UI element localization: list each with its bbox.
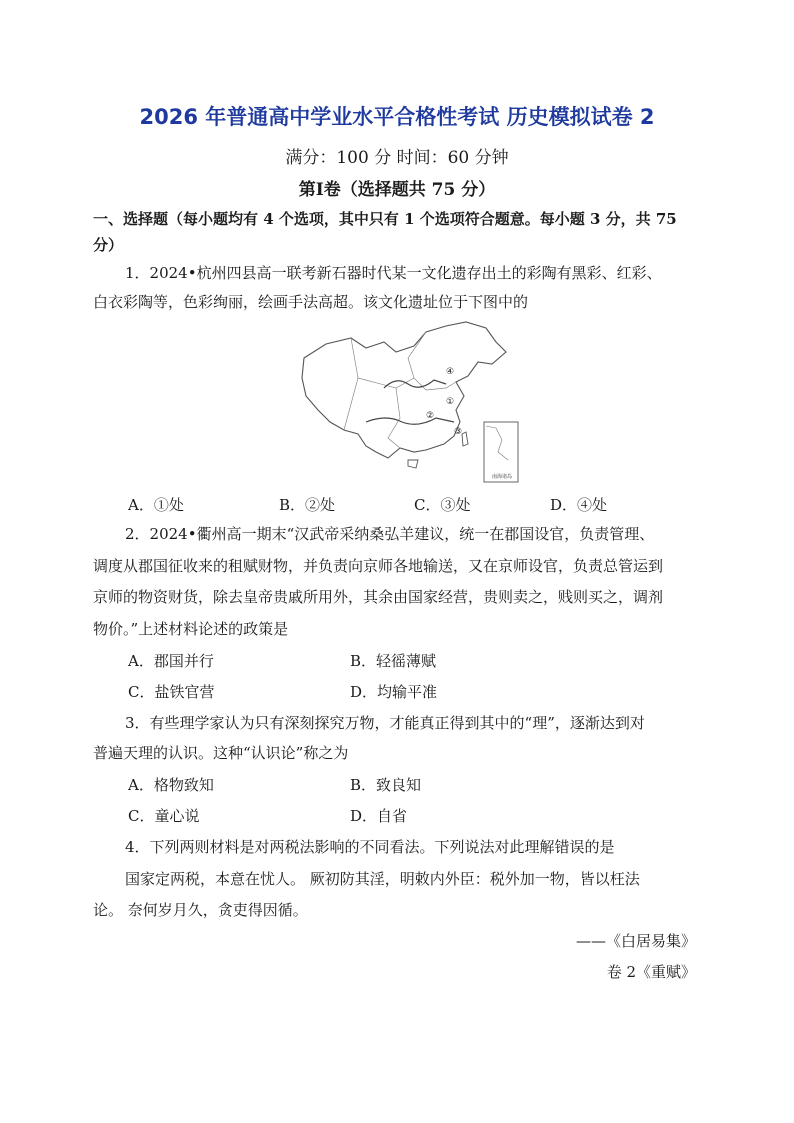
internal-border-1 <box>344 338 358 430</box>
q3-option-c[interactable]: C．童心说 <box>128 807 200 825</box>
q4-source-line-1: ——《白居易集》 <box>575 932 696 950</box>
q2-option-c[interactable]: C．盐铁官营 <box>128 683 215 701</box>
instructions-line-1: 一、选择题（每小题均有 4 个选项，其中只有 1 个选项符合题意。每小题 3 分，共 75 <box>93 210 677 228</box>
q2-option-b[interactable]: B．轻徭薄赋 <box>350 652 437 670</box>
page-title: 2026 年普通高中学业水平合格性考试 历史模拟试卷 2 <box>139 105 655 129</box>
china-map-figure <box>296 318 522 486</box>
q4-stem-line-1: 4．下列两则材料是对两税法影响的不同看法。下列说法对此理解错误的是 <box>125 838 615 856</box>
yangtze-river <box>366 418 454 424</box>
q2-option-a[interactable]: A．郡国并行 <box>128 652 214 670</box>
q2-stem-line-2: 调度从郡国征收来的租赋财物，并负责向京师各地输送，又在京师设官，负责总管运到 <box>93 557 664 575</box>
q4-quote-line-1: 国家定两税，本意在忧人。 厥初防其淫，明敕内外臣：税外加一物，皆以枉法 <box>125 870 640 888</box>
q2-stem-line-4: 物价。”上述材料论述的政策是 <box>93 620 289 638</box>
q3-stem-line-1: 3．有些理学家认为只有深刻探究万物，才能真正得到其中的“理”，逐渐达到对 <box>125 714 645 732</box>
instructions-line-2: 分） <box>93 236 124 254</box>
q1-option-c[interactable]: C．③处 <box>414 496 471 514</box>
q1-stem-line-2: 白衣彩陶等，色彩绚丽，绘画手法高超。该文化遗址位于下图中的 <box>93 293 529 311</box>
q3-option-a[interactable]: A．格物致知 <box>128 776 214 794</box>
taiwan-island <box>462 432 468 446</box>
q1-option-b[interactable]: B．②处 <box>279 496 336 514</box>
map-marker-4: ④ <box>446 367 455 377</box>
q3-option-d[interactable]: D．自省 <box>350 807 408 825</box>
q2-option-d[interactable]: D．均输平准 <box>350 683 438 701</box>
yellow-river <box>384 380 446 388</box>
china-map-svg <box>296 318 522 486</box>
map-marker-3: ③ <box>454 427 463 437</box>
q3-option-b[interactable]: B．致良知 <box>350 776 422 794</box>
hainan-island <box>408 460 418 468</box>
q2-stem-line-3: 京师的物资财货，除去皇帝贵戚所用外，其余由国家经营，贵则卖之，贱则买之，调剂 <box>93 588 664 606</box>
inset-label: 南海诸岛 <box>492 474 513 480</box>
internal-border-4 <box>408 332 426 378</box>
south-china-sea-inset <box>484 422 518 482</box>
q1-option-d[interactable]: D．④处 <box>550 496 608 514</box>
q4-quote-line-2: 论。 奈何岁月久，贪吏得因循。 <box>93 901 308 919</box>
q4-source-line-2: 卷 2《重赋》 <box>606 963 696 981</box>
q1-stem-line-1: 1．2024•杭州四县高一联考新石器时代某一文化遗存出土的彩陶有黑彩、红彩、 <box>125 264 662 282</box>
q3-stem-line-2: 普遍天理的认识。这种“认识论”称之为 <box>93 744 349 762</box>
map-marker-1: ① <box>446 397 455 407</box>
q1-option-a[interactable]: A．①处 <box>128 496 184 514</box>
q2-stem-line-1: 2．2024•衢州高一期末“汉武帝采纳桑弘羊建议，统一在郡国设官，负责管理、 <box>125 525 655 543</box>
china-outline <box>302 322 506 458</box>
section-heading: 第Ⅰ卷（选择题共 75 分） <box>298 180 496 200</box>
exam-meta: 满分：100 分 时间：60 分钟 <box>285 148 509 168</box>
map-marker-2: ② <box>426 411 435 421</box>
